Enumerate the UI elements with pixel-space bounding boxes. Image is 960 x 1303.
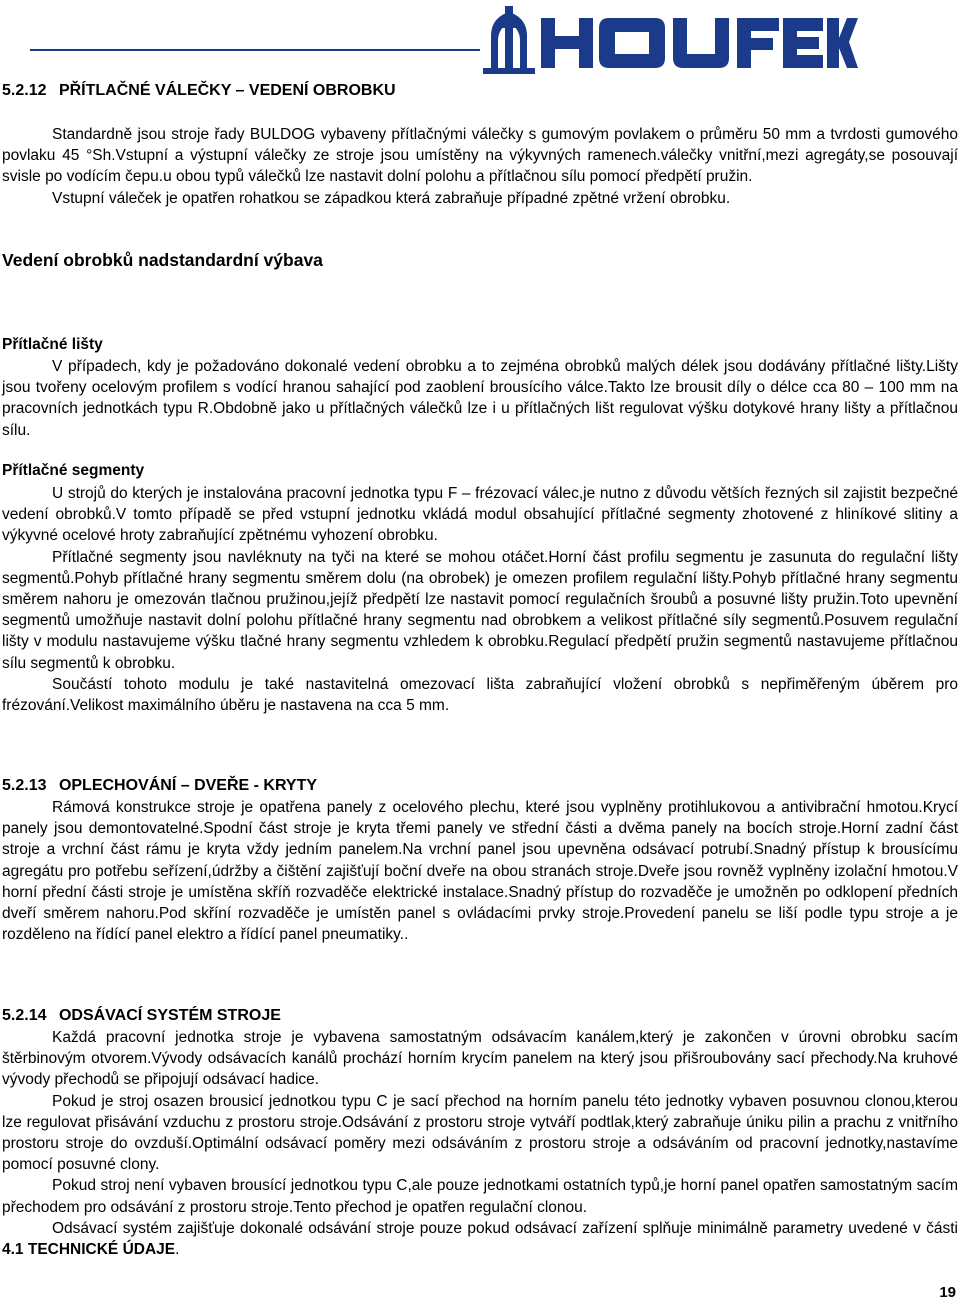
page-number: 19 bbox=[939, 1284, 956, 1301]
paragraph-end: . bbox=[175, 1241, 180, 1259]
tower-emblem-icon bbox=[483, 6, 535, 74]
paragraph: Součástí tohoto modulu je také nastavitelná omezovací lišta zabraňující vložení obrobků s nepřiměřeným úběrem pro frézování.Velikost maximálního úběru je nastavena na cca 5 mm. bbox=[2, 675, 958, 715]
paragraph-text: Odsávací systém zajišťuje dokonalé odsávání stroje pouze pokud odsávací zařízení splňuje minimálně parametry uvedené v části bbox=[52, 1219, 958, 1237]
paragraph: Přítlačné segmenty jsou navléknuty na tyči na které se mohou otáčet.Horní část profilu segmentu je zasunuta do regulační lišty segmentů.Pohyb přítlačné hrany segmentu směrem dolu (na obrobek) je omezen profilem regulační lišty.Pohyb přítlačné hrany segmentu směrem nahoru je omezován tlačnou pružinou,jejíž předpětí lze nastavit pomocí regulačních šroubů a posuvné lišty pružin.Toto upevnění segmentů umožňuje nastavit dolní polohu přítlačné hrany segmentu nad obrobkem a velikost přítlačné síly segmentů.Posuvem regulační lišty v modulu nastavujeme výšku tlačné hrany segmentu vzhledem k obrobku.Regulací předpětí pružin segmentů nastavujeme přítlačnou sílu segmentů k obrobku. bbox=[2, 548, 958, 672]
paragraph: Rámová konstrukce stroje je opatřena panely z ocelového plechu, které jsou vyplněny protihlukovou a antivibrační hmotou.Krycí panely jsou demontovatelné.Spodní část stroje je kryta třemi panely ve střední části a dvěma panely na bocích stroje.Horní zadní část stroje a vrchní část rámu je kryta vždy jedním panelem.Na vrchní panel jsou upevněna odsávací potrubí.Snadný přístup k brousícímu agregátu pro potřebu seřízení,údržby a čištění zajišťují boční dveře na obou stranách stroje.Dveře jsou rovněž vyplněny izolační hmotou.V horní přední části stroje je umístěna skříň rozvaděče elektrické instalace.Snadný přístup do rozvaděče je umožněn po odklopení předních dveří směrem nahoru.Pod skříní rozvaděče je umístěn panel s ovládacími prvky stroje.Provedení panelu se liší podle typu stroje a je rozděleno na řídící panel elektro a řídící panel pneumatiky.. bbox=[2, 799, 958, 944]
paragraph: Vstupní váleček je opatřen rohatkou se západkou která zabraňuje případné zpětné vržení obrobku. bbox=[52, 189, 731, 207]
paragraph: U strojů do kterých je instalována pracovní jednotka typu F – frézovací válec,je nutno z důvodu větších řezných sil zajistit bezpečné vedení obrobků.V tomto případě se před vstupní jednotku vkládá modul obsahující přítlačné segmenty zhotovené z hliníkové slitiny a výkyvné ocelové hroty zabraňující zpětnému vyhození obrobku. bbox=[2, 485, 958, 545]
section-title: OPLECHOVÁNÍ – DVEŘE - KRYTY bbox=[58, 777, 318, 794]
optional-heading: Vedení obrobků nadstandardní výbava bbox=[2, 250, 323, 270]
paragraph bbox=[2, 1218, 958, 1260]
houfek-logo bbox=[483, 6, 858, 76]
section-title: PŘÍTLAČNÉ VÁLEČKY – VEDENÍ OBROBKU bbox=[58, 82, 396, 99]
section-number: 5.2.14 bbox=[2, 1007, 47, 1024]
paragraph: Pokud stroj není vybaven brousící jednotkou typu C,ale pouze jednotkami ostatních typů,je horní panel opatřen samostatným sacím přechodem pro odsávání z prostoru stroje.Tento přechod je opatřen regulační clonou. bbox=[2, 1177, 958, 1216]
section-heading-5-2-14 bbox=[2, 1007, 958, 1025]
header-rule bbox=[30, 49, 480, 51]
paragraph: Každá pracovní jednotka stroje je vybavena samostatným odsávacím kanálem,který je zakončen v úrovni obrobku sacím štěrbinovým otvorem.Vývody odsávacích kanálů prochází horním krycím panelem na který jsou přišroubovány sací přechody.Na kruhové vývody přechodů se připojují odsávací hadice. bbox=[2, 1029, 958, 1089]
section-number: 5.2.13 bbox=[2, 777, 47, 794]
segmenty-heading: Přítlačné segmenty bbox=[2, 462, 145, 479]
listy-heading: Přítlačné lišty bbox=[2, 336, 103, 353]
paragraph: V případech, kdy je požadováno dokonalé vedení obrobku a to zejména obrobků malých délek jsou dodávány přítlačné lišty.Lišty jsou tvořeny ocelovým profilem s vodící hranou sahající pod zaoblení brousícího válce.Takto lze brousit díly o délce cca 80 – 100 mm na pracovních jednotkách typu R.Obdobně jako u přítlačných válečků lze i u přítlačných lišt regulovat výšku dotykové hrany lišty a přítlačnou sílu. bbox=[2, 358, 958, 439]
section-title: ODSÁVACÍ SYSTÉM STROJE bbox=[58, 1007, 281, 1024]
section-number: 5.2.12 bbox=[2, 82, 47, 99]
section-heading-5-2-12 bbox=[2, 82, 958, 100]
paragraph: Pokud je stroj osazen brousicí jednotkou typu C je sací přechod na horním panelu této jednotky vybaven posuvnou clonou,kterou lze regulovat přisávání vzduchu z prostoru stroje.Odsávání z prostoru stroje vytváří podtlak,který zabraňuje úniku pilin a prachu z vnitřního prostoru stroje do ovzduší.Optimální odsávací poměry mezi odsáváním z prostoru stroje a odsáváním od pracovní jednotky,nastavíme pomocí posuvné clony. bbox=[2, 1092, 958, 1174]
cross-reference: 4.1 TECHNICKÉ ÚDAJE bbox=[2, 1241, 176, 1259]
section-heading-5-2-13 bbox=[2, 777, 958, 795]
paragraph: Standardně jsou stroje řady BULDOG vybaveny přítlačnými válečky s gumovým povlakem o průměru 50 mm a tvrdosti gumového povlaku 45 °Sh.Vstupní a výstupní válečky ze stroje jsou umístěny na výkyvných ramenech.válečky vnitřní,mezi agregáty,se posouvají svisle po vodícím čepu.u obou typů válečků lze nastavit dolní polohu a přítlačnou sílu pomocí předpětí pružin. bbox=[2, 126, 958, 186]
